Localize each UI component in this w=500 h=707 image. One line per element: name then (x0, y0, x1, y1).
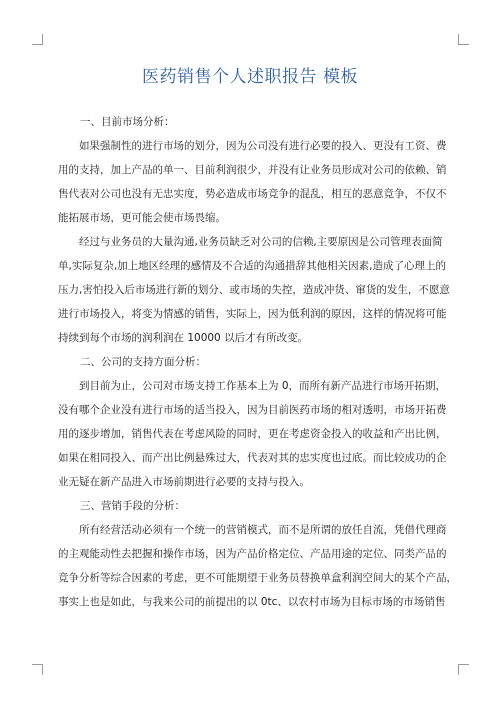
paragraph-line: 经过与业务员的大量沟通,业务员缺乏对公司的信赖,主要原因是公司管理表面简 (79, 236, 443, 248)
paragraph-line: 竞争分析等综合因素的考虑，更不可能期望于业务员替换单盒利润空间大的某个产品， (58, 572, 457, 584)
paragraph (58, 134, 447, 230)
paragraph (58, 230, 450, 350)
section-heading: 二、公司的支持方面分析： (80, 356, 206, 368)
crop-mark-bottom-left (32, 664, 43, 675)
document-title: 医药销售个人述职报告 模板 (142, 67, 358, 87)
paragraph-line: 的主观能动性去把握和操作市场，因为产品价格定位、产品用途的定位、同类产品的 (58, 548, 447, 560)
crop-mark-bottom-right (458, 664, 469, 675)
paragraph-line: 持续到每个市场的润利润在 10000 以后才有所改变。 (58, 332, 309, 344)
paragraph-line: 进行市场投入，将变为情感的销售，实际上，因为低利润的原因，这样的情况将可能 (58, 308, 447, 320)
crop-mark-top-left (32, 34, 43, 45)
paragraph-line: 用的逐步增加，销售代表在考虑风险的同时，更在考虑资金投入的收益和产出比例， (58, 428, 447, 440)
paragraph-line: 如果在相同投入、而产出比例悬殊过大，代表对其的忠实度也过底。而比较成功的企 (58, 452, 447, 464)
paragraph-line: 事实上也是如此，与我来公司的前提出的以 0tc、以农村市场为目标市场的市场销售 (58, 596, 446, 608)
paragraph-line: 能拓展市场，更可能会使市场畏缩。 (58, 212, 226, 224)
crop-mark-top-right (458, 34, 469, 45)
paragraph-line: 没有哪个企业没有进行市场的适当投入，因为目前医药市场的相对透明，市场开拓费 (58, 404, 447, 416)
paragraph (58, 374, 447, 494)
section-heading: 一、目前市场分析： (80, 116, 175, 128)
paragraph-line: 如果强制性的进行市场的划分，因为公司没有进行必要的投入、更没有工资、费 (79, 140, 447, 152)
paragraph-line: 单,实际复杂,加上地区经理的感情及不合适的沟通措辞其他相关因素,造成了心理上的 (58, 260, 447, 272)
paragraph-line: 用的支持，加上产品的单一、目前利润很少，并没有让业务员形成对公司的依赖、销 (58, 164, 447, 176)
section-heading: 三、营销手段的分析： (80, 500, 185, 512)
paragraph-line: 到目前为止，公司对市场支持工作基本上为 0，而所有新产品进行市场开拓期， (79, 380, 447, 392)
paragraph (58, 518, 457, 614)
paragraph-line: 业无疑在新产品进入市场前期进行必要的支持与投入。 (58, 476, 310, 488)
paragraph-line: 售代表对公司也没有无忠实度，势必造成市场竞争的混乱，相互的恶意竞争，不仅不 (58, 188, 447, 200)
document-body (58, 110, 457, 614)
paragraph-line: 压力,害怕投入后市场进行新的划分、或市场的失控，造成冲货、窜货的发生，不愿意 (58, 284, 450, 296)
paragraph-line: 所有经营活动必须有一个统一的营销模式，而不是所谓的放任自流，凭借代理商 (79, 524, 447, 536)
